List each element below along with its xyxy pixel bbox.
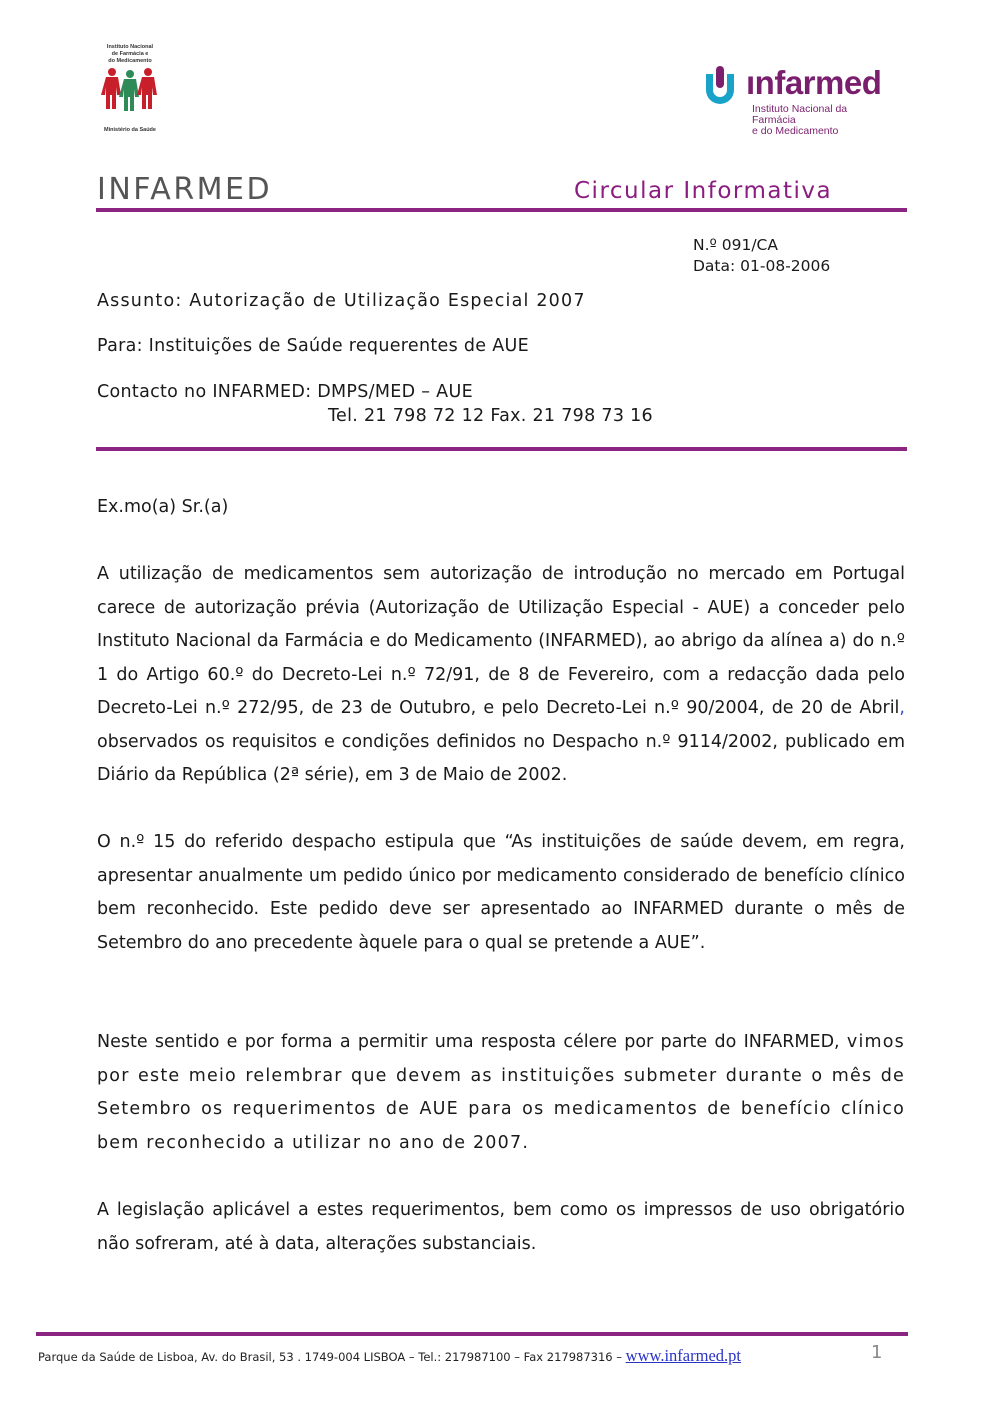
paragraph-3-text-b: vimos por este meio relembrar que devem as instituições submeter durante o mês de Setembro os requerimentos de AUE para os medicamentos de benefício clínico bem reconhecido a utilizar no ano de 2007. [97, 1032, 905, 1153]
infarmed-logo [700, 62, 890, 137]
paragraph-1 [97, 558, 905, 793]
contact-block [97, 380, 653, 428]
paragraph-4: A legislação aplicável a estes requerimentos, bem como os impressos de uso obrigatório não sofreram, até à data, alterações substanciais. [97, 1200, 905, 1254]
page-number: 1 [871, 1342, 883, 1363]
circular-date: Data: 01-08-2006 [693, 257, 831, 275]
footer-address: Parque da Saúde de Lisboa, Av. do Brasil, 53 . 1749-004 LISBOA – Tel.: 217987100 – Fax 217987316 – [38, 1350, 626, 1364]
greeting: Ex.mo(a) Sr.(a) [97, 497, 229, 517]
recipients-line: Para: Instituições de Saúde requerentes de AUE [97, 336, 529, 356]
document-type: Circular Informativa [574, 178, 833, 204]
reference-block [693, 235, 830, 277]
infarmed-mark-icon [702, 66, 746, 110]
circular-number: N.º 091/CA [693, 236, 778, 254]
infarmed-wordmark: ınfarmed [746, 64, 882, 101]
paragraph-2: O n.º 15 do referido despacho estipula que “As instituições de saúde devem, em regra, apresentar anualmente um pedido único por medicamento considerado de benefício clínico bem reconhecido. Este pedido deve ser apresentado ao INFARMED durante o mês de Setembro do ano precedente àquele para o qual se pretende a AUE”. [97, 832, 905, 953]
paragraph-1-comma: , [899, 698, 905, 718]
paragraph-1-text-b: observados os requisitos e condições definidos no Despacho n.º 9114/2002, publicado em Diário da República (2ª série), em 3 de Maio de 2002. [97, 731, 905, 785]
infarmed-subtitle [752, 104, 890, 137]
meta-divider [96, 447, 907, 451]
ministry-logo-text-3: do Medicamento [108, 58, 152, 64]
paragraph-3 [97, 1026, 905, 1160]
paragraph-3-text-a: Neste sentido e por forma a permitir uma resposta célere por parte do INFARMED, [97, 1032, 847, 1052]
paragraph-1-text-a: A utilização de medicamentos sem autorização de introdução no mercado em Portugal carece de autorização prévia (Autorização de Utilização Especial - AUE) a conceder pelo Instituto Nacional da Farmácia e do Medicamento (INFARMED), ao abrigo da alínea a) do n.º 1 do Artigo 60.º do Decreto-Lei n.º 72/91, de 8 de Fevereiro, com a redacção dada pelo Decreto-Lei n.º 272/95, de 23 de Outubro, e pelo Decreto-Lei n.º 90/2004, de 20 de Abril [97, 564, 905, 718]
footer [38, 1346, 741, 1366]
footer-divider [36, 1332, 908, 1336]
brand-title: INFARMED [97, 172, 273, 207]
ministry-logo-bottom: Ministério da Saúde [104, 127, 156, 133]
infarmed-subtitle-line2: e do Medicamento [752, 125, 839, 137]
website-link[interactable]: www.infarmed.pt [625, 1346, 741, 1365]
ministry-logo-text-2: de Farmácia e [111, 51, 149, 57]
ministry-logo [94, 44, 166, 136]
contact-phone-fax: Tel. 21 798 72 12 Fax. 21 798 73 16 [328, 406, 653, 426]
ministry-logo-text-1: Instituto Nacional [106, 44, 154, 50]
header-divider [96, 208, 907, 212]
subject-line: Assunto: Autorização de Utilização Especial 2007 [97, 291, 586, 311]
figures-icon [94, 66, 166, 128]
infarmed-subtitle-line1: Instituto Nacional da Farmácia [752, 103, 848, 126]
contact-line: Contacto no INFARMED: DMPS/MED – AUE [97, 382, 473, 402]
